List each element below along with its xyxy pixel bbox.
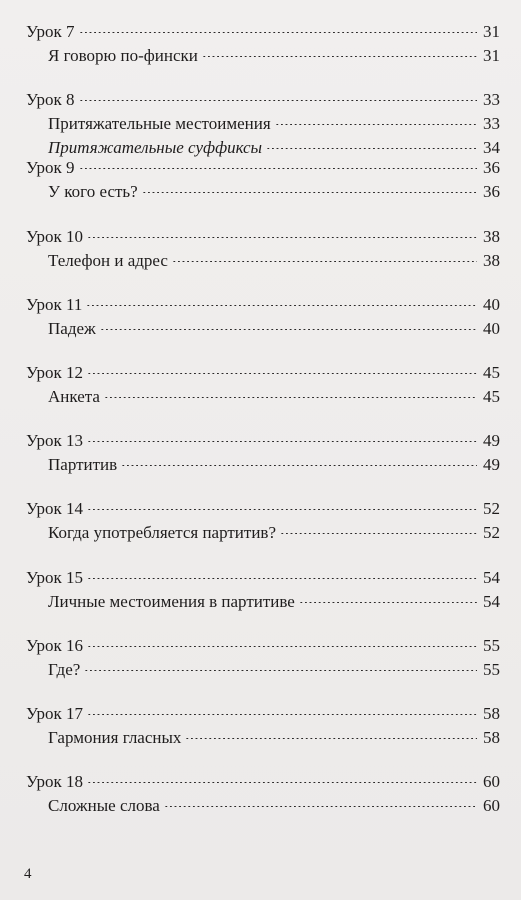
lesson-title: Урок 13 (26, 431, 84, 451)
toc-entry-topic[interactable] (26, 44, 500, 68)
topic-page-number: 49 (483, 455, 500, 475)
toc-lesson (26, 634, 500, 702)
topic-title: Я говорю по-фински (48, 46, 198, 65)
dot-leader (79, 100, 477, 101)
lesson-page-number: 52 (483, 499, 500, 519)
dot-leader (202, 56, 477, 57)
dot-leader (185, 738, 477, 739)
table-of-contents (26, 20, 500, 838)
topic-title: Партитив (48, 455, 118, 475)
topic-page-number: 60 (483, 796, 500, 816)
toc-entry-topic[interactable] (26, 249, 500, 273)
toc-entry-lesson[interactable] (26, 361, 500, 385)
toc-entry-lesson[interactable] (26, 702, 500, 726)
topic-page-number: 34 (483, 138, 500, 158)
dot-leader (84, 670, 477, 671)
lesson-page-number: 31 (483, 22, 500, 41)
page-number: 4 (24, 866, 32, 882)
topic-title: Где? (48, 659, 81, 679)
topic-page-number: 52 (483, 523, 500, 543)
dot-leader (299, 602, 477, 603)
topic-title: Анкета (48, 386, 100, 406)
lesson-page-number: 40 (483, 294, 500, 314)
lesson-page-number: 45 (483, 362, 500, 382)
topic-title: Сложные слова (48, 796, 160, 816)
dot-leader (87, 646, 477, 647)
lesson-title: Урок 16 (26, 635, 84, 655)
toc-entry-topic[interactable] (26, 521, 500, 545)
topic-title: Притяжательные местоимения (48, 114, 271, 134)
toc-entry-lesson[interactable] (26, 566, 500, 590)
lesson-title: Урок 8 (26, 90, 75, 110)
toc-lesson (26, 20, 500, 88)
toc-entry-topic[interactable] (26, 385, 500, 409)
lesson-page-number: 55 (483, 635, 500, 655)
dot-leader (87, 373, 477, 374)
dot-leader (172, 261, 477, 262)
lesson-page-number: 60 (483, 772, 500, 792)
topic-page-number: 54 (483, 591, 500, 611)
topic-page-number: 36 (483, 182, 500, 202)
dot-leader (266, 148, 477, 149)
dot-leader (280, 533, 477, 534)
toc-entry-topic[interactable] (26, 590, 500, 614)
toc-lesson (26, 156, 500, 224)
topic-page-number: 45 (483, 386, 500, 406)
toc-lesson (26, 566, 500, 634)
toc-entry-lesson[interactable] (26, 497, 500, 521)
toc-lesson (26, 293, 500, 361)
lesson-page-number: 38 (483, 226, 500, 246)
toc-entry-topic[interactable] (26, 794, 500, 818)
dot-leader (121, 465, 477, 466)
toc-lesson (26, 770, 500, 838)
dot-leader (86, 305, 477, 306)
dot-leader (87, 782, 477, 783)
topic-page-number: 33 (483, 114, 500, 134)
topic-title: Падеж (48, 318, 96, 338)
topic-title: Когда употребляется партитив? (48, 523, 276, 543)
topic-page-number: 40 (483, 318, 500, 338)
lesson-title: Урок 14 (26, 499, 84, 519)
toc-entry-lesson[interactable] (26, 20, 500, 44)
dot-leader (87, 578, 477, 579)
dot-leader (87, 441, 477, 442)
lesson-page-number: 54 (483, 567, 500, 587)
toc-entry-topic[interactable] (26, 726, 500, 750)
dot-leader (79, 168, 477, 169)
lesson-page-number: 58 (483, 703, 500, 723)
lesson-title: Урок 9 (26, 158, 75, 178)
topic-title: Личные местоимения в партитиве (48, 591, 295, 611)
topic-page-number: 55 (483, 659, 500, 679)
lesson-title: Урок 15 (26, 567, 84, 587)
lesson-title: Урок 10 (26, 226, 84, 246)
toc-lesson (26, 225, 500, 293)
toc-entry-lesson[interactable] (26, 770, 500, 794)
dot-leader (142, 192, 477, 193)
topic-page-number: 38 (483, 250, 500, 270)
topic-page-number: 31 (483, 46, 500, 65)
toc-lesson (26, 361, 500, 429)
toc-entry-topic[interactable] (26, 317, 500, 341)
dot-leader (87, 509, 477, 510)
toc-lesson (26, 702, 500, 770)
dot-leader (87, 237, 477, 238)
lesson-page-number: 33 (483, 90, 500, 110)
lesson-title: Урок 12 (26, 362, 84, 382)
toc-entry-topic[interactable] (26, 453, 500, 477)
lesson-title: Урок 18 (26, 772, 84, 792)
topic-page-number: 58 (483, 727, 500, 747)
topic-title: Притяжательные суффиксы (48, 138, 263, 158)
dot-leader (275, 124, 477, 125)
dot-leader (79, 32, 477, 33)
topic-title: Гармония гласных (48, 727, 182, 747)
dot-leader (100, 329, 477, 330)
toc-lesson (26, 88, 500, 156)
dot-leader (104, 397, 477, 398)
toc-lesson (26, 429, 500, 497)
toc-entry-lesson[interactable] (26, 429, 500, 453)
toc-entry-lesson[interactable] (26, 293, 500, 317)
lesson-title: Урок 11 (26, 294, 83, 314)
toc-entry-topic[interactable] (26, 112, 500, 136)
toc-lesson (26, 497, 500, 565)
toc-entry-lesson[interactable] (26, 225, 500, 249)
dot-leader (164, 806, 477, 807)
dot-leader (87, 714, 477, 715)
topic-title: Телефон и адрес (48, 250, 168, 270)
toc-entry-lesson[interactable] (26, 88, 500, 112)
topic-title: У кого есть? (48, 182, 138, 202)
toc-entry-lesson[interactable] (26, 634, 500, 658)
toc-entry-topic[interactable] (26, 180, 500, 204)
lesson-title: Урок 17 (26, 703, 84, 723)
lesson-page-number: 49 (483, 431, 500, 451)
lesson-title: Урок 7 (26, 22, 75, 41)
lesson-page-number: 36 (483, 158, 500, 178)
toc-entry-topic[interactable] (26, 658, 500, 682)
